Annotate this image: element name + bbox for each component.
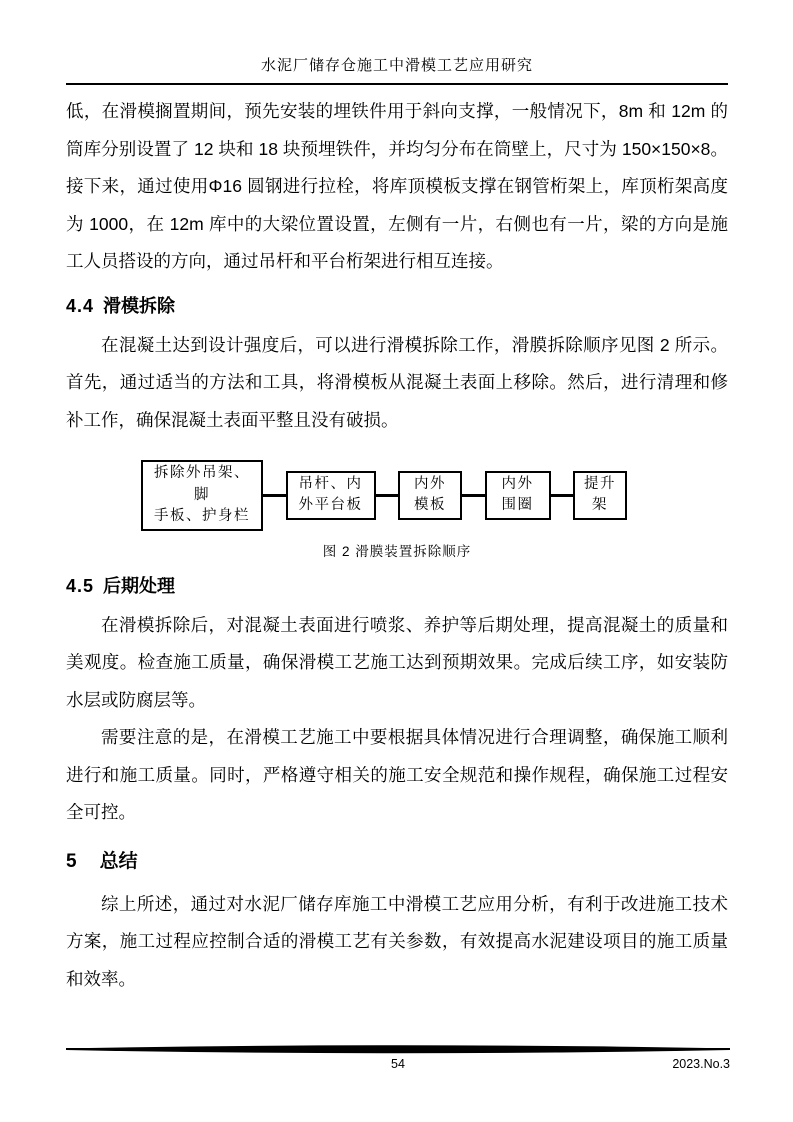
page-number: 54 <box>391 1057 405 1071</box>
flow-step-5 <box>573 471 627 520</box>
flow-step-line: 内外 <box>501 475 534 492</box>
flow-connector <box>551 494 574 497</box>
flow-step-line: 架 <box>592 497 608 514</box>
issue-label: 2023.No.3 <box>672 1057 730 1071</box>
flow-step-line: 手板、护身栏 <box>154 508 250 524</box>
flow-step-line: 拆除外吊架、脚 <box>154 465 250 503</box>
flow-connector <box>462 494 485 497</box>
paragraph-4-4: 在混凝土达到设计强度后，可以进行滑模拆除工作，滑膜拆除顺序见图 2 所示。首先，通过适当的方法和工具，将滑模板从混凝土表面上移除。然后，进行清理和修补工作，确保混凝土表面平整且没有破损。 <box>66 334 728 430</box>
paragraph-continuation: 低，在滑模搁置期间，预先安装的埋铁件用于斜向支撑，一般情况下，8m 和 12m 的筒库分别设置了 12 块和 18 块预埋铁件，并均匀分布在筒壁上，尺寸为 150×150×8。接下来，通过使用Φ16 圆钢进行拉栓，将库顶模板支撑在钢管桁架上，库顶桁架高度为 1000，在 12m 库中的大梁位置设置，左侧有一片，右侧也有一片，梁的方向是施工人员搭设的方向，通过吊杆和平台桁架进行相互连接。 <box>66 101 728 271</box>
page-footer <box>66 1044 730 1072</box>
flow-step-4 <box>485 471 551 520</box>
section-title: 总结 <box>99 850 138 872</box>
section-heading-4-4 <box>66 292 728 320</box>
paragraph-4-5-2: 需要注意的是，在滑模工艺施工中要根据具体情况进行合理调整，确保施工顺利进行和施工质量。同时，严格遵守相关的施工安全规范和操作规程，确保施工过程安全可控。 <box>66 727 728 822</box>
section-title: 滑模拆除 <box>103 295 176 316</box>
flow-step-2 <box>286 471 376 520</box>
paragraph-5: 综上所述，通过对水泥厂储存库施工中滑模工艺应用分析，有利于改进施工技术方案，施工过程应控制合适的滑模工艺有关参数，有效提高水泥建设项目的施工质量和效率。 <box>66 893 728 989</box>
section-number: 4.4 <box>66 295 95 316</box>
section-number: 5 <box>66 850 78 872</box>
flow-step-1 <box>141 460 263 531</box>
paragraph-4-5-1: 在滑模拆除后，对混凝土表面进行喷浆、养护等后期处理，提高混凝土的质量和美观度。检查施工质量，确保滑模工艺施工达到预期效果。完成后续工序，如安装防水层或防腐层等。 <box>66 614 728 710</box>
footer-row <box>66 1056 730 1072</box>
flow-connector <box>376 494 399 497</box>
flow-step-line: 外平台板 <box>298 497 363 514</box>
flow-step-line: 模板 <box>414 497 446 514</box>
header-rule <box>66 83 728 85</box>
flow-step-line: 提升 <box>584 475 616 492</box>
running-head-title: 水泥厂储存仓施工中滑模工艺应用研究 <box>260 57 533 74</box>
flow-step-3 <box>398 471 462 520</box>
figure2-caption: 图 2 滑膜装置拆除顺序 <box>322 543 472 559</box>
section-heading-5 <box>66 848 728 876</box>
flow-step-line: 围圈 <box>501 497 534 514</box>
footer-rule <box>66 1044 730 1054</box>
flow-connector <box>263 494 286 497</box>
flow-step-line: 内外 <box>414 475 446 492</box>
figure2-flowchart <box>141 460 627 531</box>
flow-step-line: 吊杆、内 <box>298 475 363 492</box>
section-title: 后期处理 <box>103 575 176 596</box>
section-number: 4.5 <box>66 575 95 596</box>
section-heading-4-5 <box>66 572 728 600</box>
